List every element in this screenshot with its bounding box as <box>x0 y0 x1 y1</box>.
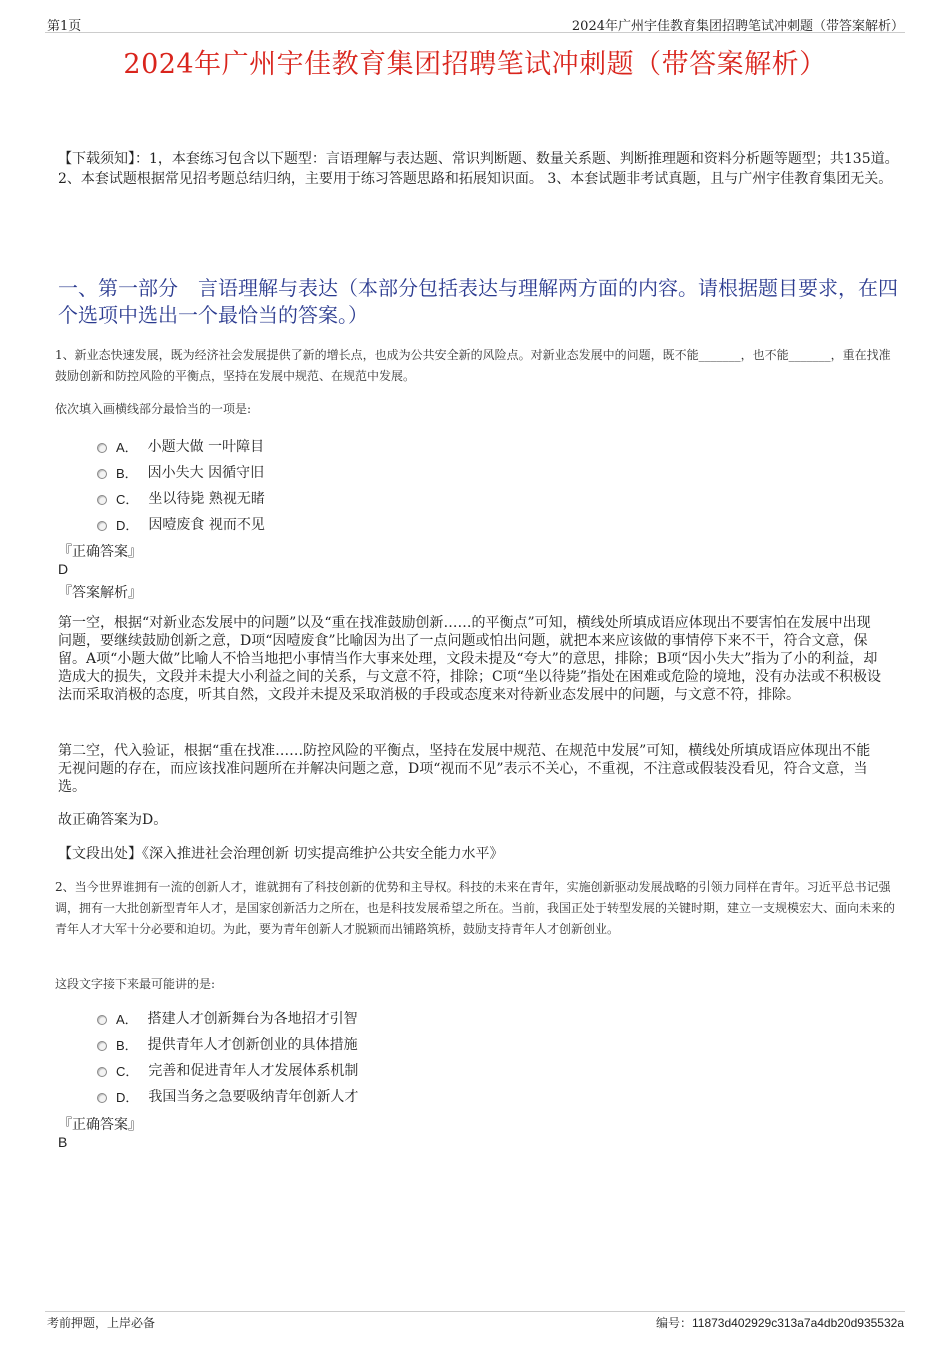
document-title: 2024年广州宇佳教育集团招聘笔试冲刺题（带答案解析） <box>123 49 827 80</box>
question-2-text: 2、当今世界谁拥有一流的创新人才，谁就拥有了科技创新的优势和主导权。科技的未来在青年，实施创新驱动发展战略的引领力同样在青年。习近平总书记强调，拥有一大批创新型青年人才，是国家创新活力之所在，也是科技发展希望之所在。当前，我国正处于转型发展的关键时期，建立一支规模宏大、面向未来的青年人才大军十分必要和迫切。为此，要为青年创新人才脱颖而出铺路筑桥，鼓励支持青年人才创新创业。 <box>55 880 896 936</box>
document-id <box>656 1314 904 1331</box>
download-notice: 【下载须知】：1，本套练习包含以下题型：言语理解与表达题、常识判断题、数量关系题、判断推理题和资料分析题等题型；共135道。 2、本套试题根据常见招考题总结归纳，主要用于练习答题思路和拓展知识面。 3、本套试题非考试真题，且与广州宇佳教育集团无关。 <box>58 151 899 187</box>
radio-icon[interactable] <box>97 443 107 453</box>
header-divider <box>45 32 905 33</box>
option-c[interactable] <box>97 485 265 511</box>
document-id-label: 编号： <box>655 1316 692 1330</box>
document-id-value: 11873d402929c313a7a4db20d935532a <box>692 1316 904 1330</box>
answer-label: 『正确答案』 <box>58 544 142 560</box>
option-d[interactable] <box>97 511 265 537</box>
analysis-paragraph-1: 第一空，根据“对新业态发展中的问题”以及“重在找准鼓励创新……的平衡点”可知，横线处所填成语应体现出不要害怕在发展中出现问题，要继续鼓励创新之意，D项“因噎废食”比喻因为出了一点问题或怕出问题，就把本来应该做的事情停下来不干，符合文意，保留。A项“小题大做”比喻人不恰当地把小事情当作大事来处理，文段未提及“夸大”的意思，排除；B项“因小失大”指为了小的利益，却造成大的损失，文段并未提大小利益之间的关系，与文意不符，排除；C项“坐以待毙”指处在困难或危险的境地，没有办法或不积极设法而采取消极的态度，听其自然，文段并未提及采取消极的手段或态度来对待新业态发展中的问题，与文意不符，排除。 <box>58 615 882 703</box>
option-letter: D． <box>116 1089 139 1105</box>
question-1-prompt: 依次填入画横线部分最恰当的一项是: <box>55 402 252 416</box>
section-heading: 一、第一部分 言语理解与表达（本部分包括表达与理解两方面的内容。请根据题目要求，在四个选项中选出一个最恰当的答案。） <box>58 276 898 327</box>
analysis-paragraph-2: 第二空，代入验证，根据“重在找准……防控风险的平衡点，坚持在发展中规范、在规范中发展”可知，横线处所填成语应体现出不能无视问题的存在，而应该找准问题所在并解决问题之意，D项“视而不见”表示不关心，不重视，不注意或假装没看见，符合文意，当选。 <box>58 743 871 795</box>
option-text: 坐以待毙 熟视无睹 <box>148 491 265 507</box>
radio-icon[interactable] <box>97 495 107 505</box>
option-letter: A． <box>116 439 138 455</box>
footer-divider <box>45 1311 905 1312</box>
option-text: 小题大做 一叶障目 <box>147 439 265 455</box>
option-text: 因噎废食 视而不见 <box>148 517 265 533</box>
footer-slogan: 考前押题，上岸必备 <box>47 1316 156 1330</box>
option-text: 我国当务之急要吸纳青年创新人才 <box>148 1089 359 1105</box>
radio-icon[interactable] <box>97 1093 107 1103</box>
radio-icon[interactable] <box>97 469 107 479</box>
answer-value: D <box>58 561 69 577</box>
option-text: 提供青年人才创新创业的具体措施 <box>147 1037 358 1053</box>
option-letter: C． <box>116 491 139 507</box>
analysis-label: 『答案解析』 <box>58 585 142 601</box>
option-letter: C． <box>116 1063 139 1079</box>
radio-icon[interactable] <box>97 1015 107 1025</box>
option-b[interactable] <box>97 459 265 485</box>
option-d[interactable] <box>97 1083 358 1109</box>
radio-icon[interactable] <box>97 1067 107 1077</box>
option-letter: D． <box>116 517 139 533</box>
answer-label: 『正确答案』 <box>58 1117 142 1133</box>
option-c[interactable] <box>97 1057 358 1083</box>
option-text: 完善和促进青年人才发展体系机制 <box>148 1063 359 1079</box>
radio-icon[interactable] <box>97 521 107 531</box>
answer-value: B <box>58 1134 68 1150</box>
radio-icon[interactable] <box>97 1041 107 1051</box>
option-letter: A． <box>116 1011 138 1027</box>
option-letter: B． <box>116 465 138 481</box>
question-2-prompt: 这段文字接下来最可能讲的是: <box>55 977 216 991</box>
option-a[interactable] <box>97 1005 358 1031</box>
option-text: 搭建人才创新舞台为各地招才引智 <box>147 1011 358 1027</box>
question-2-options <box>97 1005 358 1109</box>
running-title: 2024年广州宇佳教育集团招聘笔试冲刺题（带答案解析） <box>571 19 904 34</box>
question-1-text: 1、新业态快速发展，既为经济社会发展提供了新的增长点，也成为公共安全新的风险点。对新业态发展中的问题，既不能_______，也不能_______，重在找准鼓励创新和防控风险的平衡点，坚持在发展中规范、在规范中发展。 <box>55 348 891 383</box>
text-source: 【文段出处】《深入推进社会治理创新 切实提高维护公共安全能力水平》 <box>58 846 504 862</box>
option-text: 因小失大 因循守旧 <box>147 465 265 481</box>
answer-conclusion: 故正确答案为D。 <box>58 812 168 828</box>
page-number: 第1页 <box>47 19 82 34</box>
option-letter: B． <box>116 1037 138 1053</box>
option-a[interactable] <box>97 433 265 459</box>
question-1-options <box>97 433 265 537</box>
option-b[interactable] <box>97 1031 358 1057</box>
